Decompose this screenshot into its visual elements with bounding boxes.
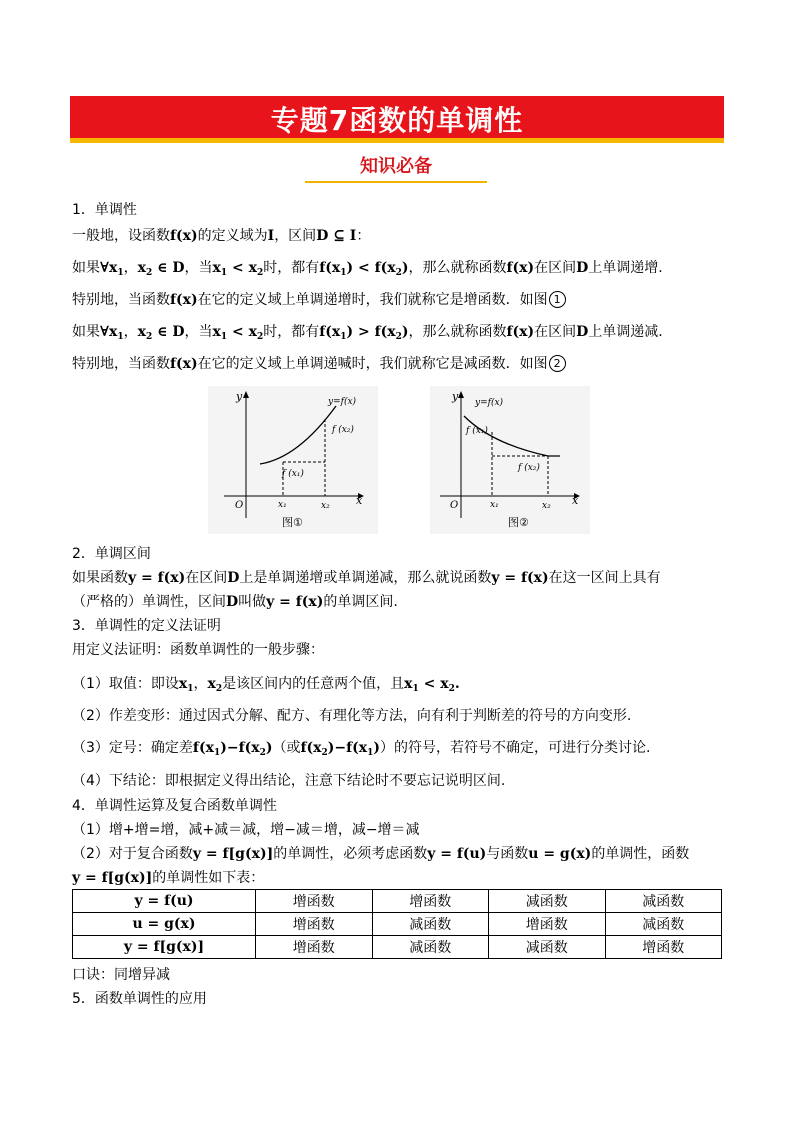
figure-ref-1: 1 (549, 291, 566, 308)
fig2-fx2: f (x₂) (518, 463, 540, 473)
fig2-caption: 图② (508, 516, 529, 529)
s3-intro: 用定义法证明：函数单调性的一般步骤： (72, 642, 324, 658)
table-row: u = g(x) 增函数 减函数 增函数 减函数 (73, 913, 722, 936)
fig1-ylabel: y (236, 390, 243, 403)
s1-decreasing-def: 如果$\forall x_1$，$x_2$ ∈ D，当$x_1 < x_2$时，都有$f(x_1) > f(x_2)$，那么就称函数f(x)在区间D上单调递减. (72, 324, 663, 342)
fig2-origin: O (450, 500, 459, 511)
s3-step1: （1）取值：即设$x_1$，$x_2$是该区间内的任意两个值，且$x_1 < x_2$. (72, 676, 460, 694)
fig1-fx2: f (x₂) (332, 425, 354, 435)
s4-rule1: （1）增+增=增，减+减＝减，增−减＝增，减−增＝减 (72, 822, 420, 838)
figure-ref-2: 2 (549, 355, 566, 372)
fig1-xlabel: x (356, 494, 363, 507)
title-banner (70, 96, 724, 143)
s1-increasing-def: 如果$\forall x_1$，$x_2$ ∈ D，当$x_1 < x_2$时，都有$f(x_1) < f(x_2)$，那么就称函数f(x)在区间D上单调递增. (72, 260, 663, 278)
s1-intro: 一般地，设函数f(x)的定义域为I，区间D ⊆ I： (72, 228, 371, 244)
s2-line2: （严格的）单调性，区间D叫做y = f(x)的单调区间. (72, 594, 398, 610)
fig2-curve-label: y=f(x) (475, 398, 504, 408)
fig2-x2: x₂ (542, 501, 551, 511)
s5-heading: 5．函数单调性的应用 (72, 991, 207, 1007)
fig1-curve-label: y=f(x) (328, 397, 357, 407)
s4-rule2-line1: （2）对于复合函数y = f[g(x)]的单调性，必须考虑函数y = f(u)与函数u = g(x)的单调性，函数 (72, 846, 690, 862)
s1-heading: 1．单调性 (72, 202, 137, 218)
figure-decreasing (430, 386, 590, 534)
fig1-x2: x₂ (321, 501, 330, 511)
s3-step4: （4）下结论：即根据定义得出结论，注意下结论时不要忘记说明区间. (72, 773, 506, 789)
s2-line1: 如果函数y = f(x)在区间D上是单调递增或单调递减，那么就说函数y = f(x)在这一区间上具有 (72, 570, 661, 586)
s4-rule2-line2: y = f[g(x)]的单调性如下表： (72, 870, 265, 886)
s3-step3: （3）定号：确定差$f(x_1)-f(x_2)$（或$f(x_2)-f(x_1)$）的符号，若符号不确定，可进行分类讨论. (72, 740, 651, 758)
fig2-fx1: f (x₁) (466, 426, 488, 436)
s1-decreasing-special: 特别地，当函数f(x)在它的定义域上单调递喊时，我们就称它是减函数．如图 2 (72, 355, 566, 373)
s4-heading: 4．单调性运算及复合函数单调性 (72, 798, 277, 814)
fig1-origin: O (235, 500, 244, 511)
section-subtitle: 知识必备 (305, 152, 487, 183)
s2-heading: 2．单调区间 (72, 546, 151, 562)
s4-mnemonic: 口诀：同增异减 (72, 967, 170, 983)
figure-increasing (208, 386, 378, 534)
fig2-ylabel: y (452, 390, 459, 403)
fig2-x1: x₁ (490, 500, 499, 510)
fig1-caption: 图① (282, 516, 303, 529)
page-title: 专题7函数的单调性 (270, 104, 524, 137)
table-row: y = f[g(x)] 增函数 减函数 减函数 增函数 (73, 936, 722, 959)
s1-increasing-special: 特别地，当函数f(x)在它的定义域上单调递增时，我们就称它是增函数．如图 1 (72, 291, 566, 309)
s3-heading: 3．单调性的定义法证明 (72, 618, 221, 634)
table-row: y = f(u) 增函数 增函数 减函数 减函数 (73, 890, 722, 913)
fig2-xlabel: x (572, 494, 579, 507)
fig1-fx1: f (x₁) (282, 469, 304, 479)
fig1-x1: x₁ (278, 500, 287, 510)
s3-step2: （2）作差变形：通过因式分解、配方、有理化等方法，向有利于判断差的符号的方向变形. (72, 708, 632, 724)
composite-monotonicity-table (72, 889, 722, 959)
